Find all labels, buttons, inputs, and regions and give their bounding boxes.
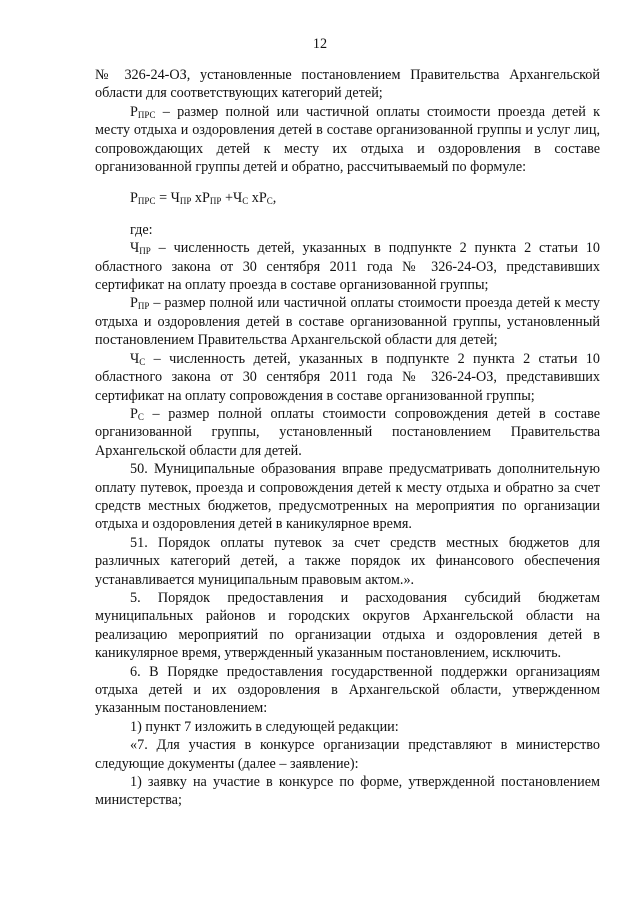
paragraph: 50. Муниципальные образования вправе предусматривать дополнительную оплату путевок, проезда и сопровождения детей к месту отдыха и обратно за счет средств местных бюджетов, предусмотренных на мероприятия по организации отдыха и оздоровления детей в каникулярное время. [95, 461, 600, 533]
formula: $Р_{ПРС} = Ч_{ПР}$ $хР_{ПР} +Ч_С$ $хР_С$, [130, 190, 277, 207]
paragraph: $Ч_С$ – численность детей, указанных в подпункте 2 пункта 2 статьи 10 областного закона от 30 сентября 2011 года № 326-24-ОЗ, представивших сертификат на оплату сопровождения в составе организованной группы; [95, 350, 600, 404]
paragraph: $Р_{ПР}$ – размер полной или частичной оплаты стоимости проезда детей к месту отдыха и оздоровления детей в составе организованной группы, установленный постановлением Правительства Архангельской области для детей; [95, 295, 600, 349]
paragraph: 51. Порядок оплаты путевок за счет средств местных бюджетов для различных категорий детей, а также порядок их финансового обеспечения устанавливается муниципальным правовым актом.». [95, 534, 600, 588]
paragraph: где: [130, 221, 153, 238]
paragraph: 6. В Порядке предоставления государственной поддержки организациям отдыха детей и их оздоровления в Архангельской области, утвержденном указанным постановлением: [95, 663, 600, 717]
paragraph: «7. Для участия в конкурсе организации представляют в министерство следующие документы (далее – заявление): [95, 737, 600, 772]
page-number: 12 [312, 36, 328, 52]
paragraph: 1) заявку на участие в конкурсе по форме, утвержденной постановлением министерства; [95, 774, 600, 809]
paragraph: 1) пункт 7 изложить в следующей редакции: [130, 718, 399, 735]
paragraph: № 326-24-ОЗ, установленные постановлением Правительства Архангельской области для соответствующих категорий детей; [95, 67, 600, 102]
paragraph: $Р_{ПРС}$ – размер полной или частичной оплаты стоимости проезда детей к месту отдыха и оздоровления детей в составе организованной группы и услуг лиц, сопровождающих детей к месту их отдыха и оздоровления в составе организованной группы детей и обратно, рассчитываемый по формуле: [95, 103, 600, 176]
paragraph: $Р_С$ – размер полной оплаты стоимости сопровождения детей в составе организованной группы, установленный постановлением Правительства Архангельской области для детей. [95, 405, 600, 459]
document-body [95, 66, 600, 810]
paragraph: 5. Порядок предоставления и расходования субсидий бюджетам муниципальных районов и городских округов Архангельской области на реализацию мероприятий по организации отдыха и оздоровления детей в каникулярное время, утвержденный указанным постановлением, исключить. [95, 589, 600, 662]
paragraph: $Ч_{ПР}$ – численность детей, указанных в подпункте 2 пункта 2 статьи 10 областного закона от 30 сентября 2011 года № 326-24-ОЗ, представивших сертификат на оплату проезда в составе организованной группы; [95, 240, 600, 294]
